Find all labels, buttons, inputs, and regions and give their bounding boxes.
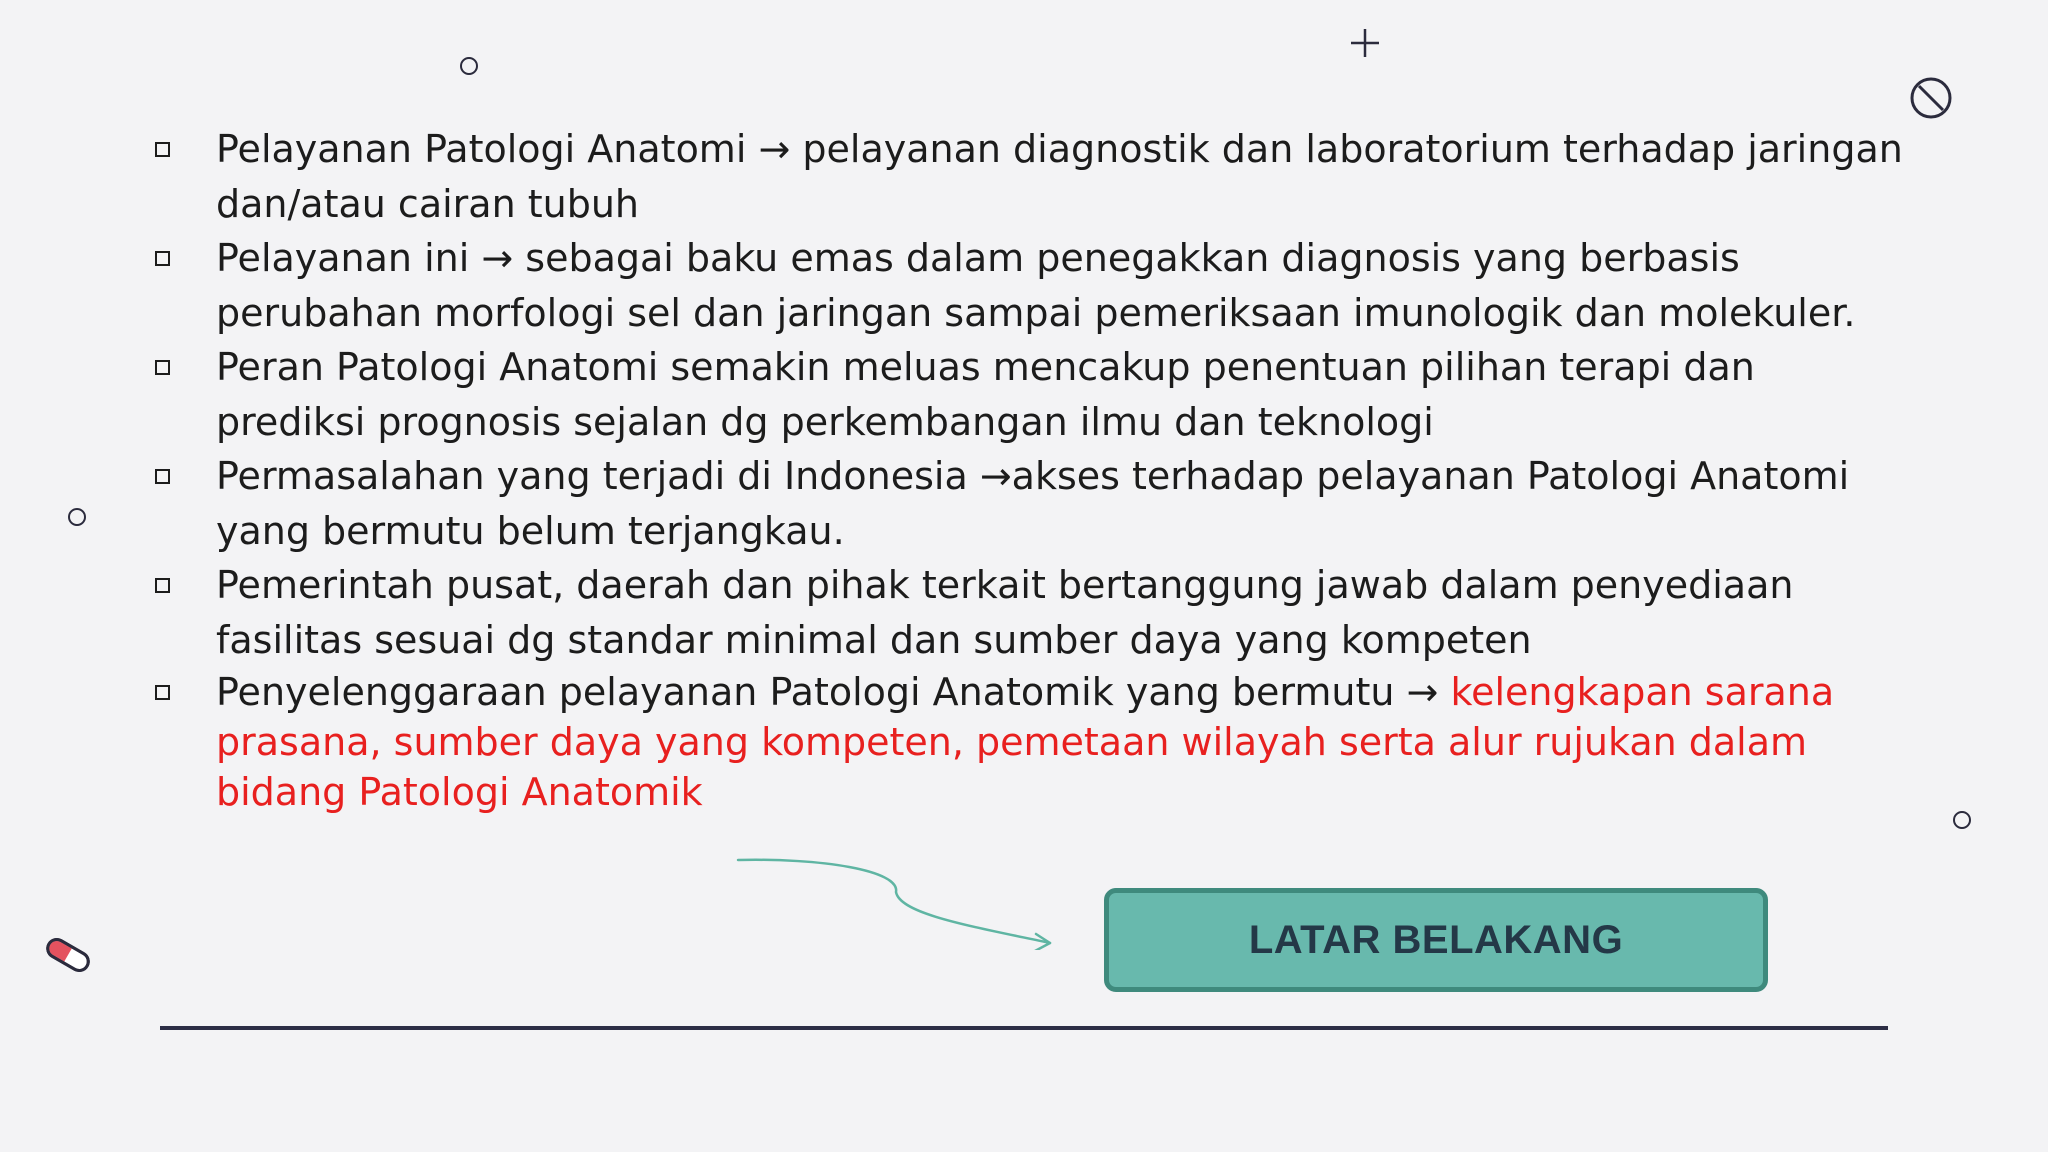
square-bullet-icon	[155, 578, 170, 593]
plus-icon	[1349, 27, 1381, 59]
bullet-text: sebagai baku emas dalam penegakkan diagnosis yang berbasis perubahan morfologi sel dan jaringan sampai pemeriksaan imunologik dan molekuler.	[216, 236, 1856, 335]
bullet-item	[150, 122, 1910, 231]
square-bullet-icon	[155, 360, 170, 375]
bullet-text: Pelayanan Patologi Anatomi	[216, 127, 759, 171]
bullet-text: Pemerintah pusat, daerah dan pihak terkait bertanggung jawab dalam penyediaan fasilitas sesuai dg standar minimal dan sumber daya yang kompeten	[216, 563, 1794, 662]
right-arrow-icon: →	[979, 454, 1012, 498]
ring-icon	[460, 57, 478, 75]
highlight-text: kelengkapan sarana prasana, sumber daya yang kompeten, pemetaan wilayah serta alur rujukan dalam bidang Patologi Anatomik	[216, 670, 1835, 814]
square-bullet-icon	[155, 469, 170, 484]
right-arrow-icon: →	[1406, 670, 1439, 714]
bullet-list	[150, 122, 1910, 817]
bullet-item	[150, 231, 1910, 340]
bullet-item	[150, 340, 1910, 449]
bullet-text: akses terhadap pelayanan Patologi Anatomi yang bermutu belum terjangkau.	[216, 454, 1850, 553]
right-arrow-icon: →	[758, 127, 791, 171]
right-arrow-icon: →	[481, 236, 514, 280]
bullet-text: pelayanan diagnostik dan laboratorium terhadap jaringan dan/atau cairan tubuh	[216, 127, 1903, 226]
pill-icon	[40, 933, 96, 977]
bullet-text: Penyelenggaraan pelayanan Patologi Anatomik yang bermutu	[216, 670, 1407, 714]
no-entry-icon	[1909, 76, 1953, 120]
bullet-item	[150, 449, 1910, 558]
latar-belakang-button[interactable]: LATAR BELAKANG	[1104, 888, 1768, 992]
ring-icon	[1953, 811, 1971, 829]
bullet-item	[150, 558, 1910, 667]
bullet-item	[150, 667, 1910, 817]
square-bullet-icon	[155, 685, 170, 700]
bullet-text: Permasalahan yang terjadi di Indonesia	[216, 454, 980, 498]
divider-line	[160, 1026, 1888, 1030]
bullet-text: Peran Patologi Anatomi semakin meluas mencakup penentuan pilihan terapi dan prediksi prognosis sejalan dg perkembangan ilmu dan teknologi	[216, 345, 1755, 444]
curved-arrow-icon	[730, 850, 1060, 950]
square-bullet-icon	[155, 142, 170, 157]
bullet-text: Pelayanan ini	[216, 236, 482, 280]
ring-icon	[68, 508, 86, 526]
square-bullet-icon	[155, 251, 170, 266]
